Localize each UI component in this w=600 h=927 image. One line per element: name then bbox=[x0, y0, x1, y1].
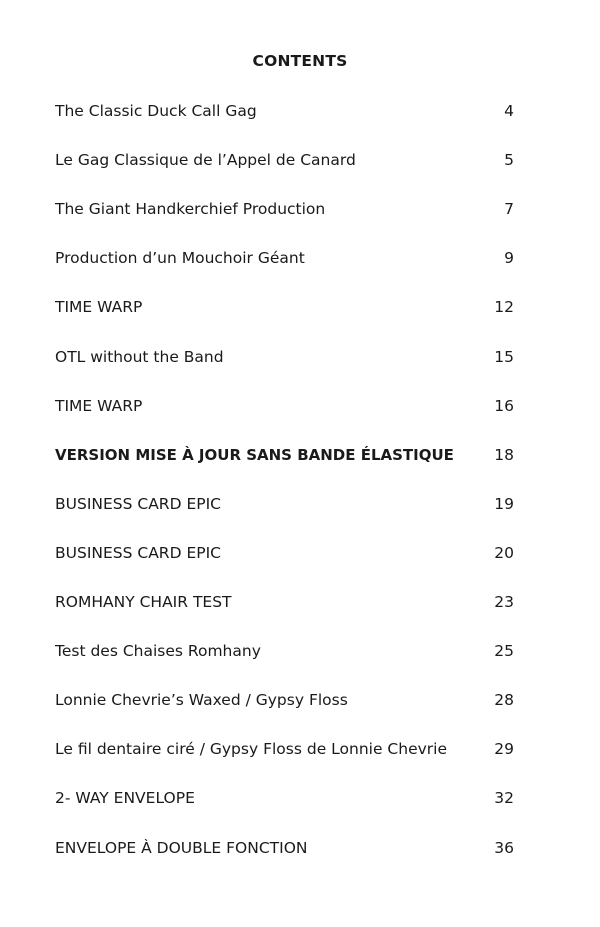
toc-entry bbox=[55, 541, 515, 565]
toc-entry-page-number: 18 bbox=[494, 445, 514, 464]
toc-entry bbox=[55, 688, 515, 712]
toc-entry bbox=[55, 492, 515, 516]
page-title: CONTENTS bbox=[252, 52, 348, 70]
toc-entry-title: OTL without the Band bbox=[55, 347, 224, 366]
toc-entry bbox=[55, 99, 515, 123]
toc-entry bbox=[55, 345, 515, 369]
toc-entry-page-number: 32 bbox=[494, 789, 514, 808]
toc-entry-page-number: 36 bbox=[494, 838, 514, 857]
toc-entry-title: VERSION MISE À JOUR SANS BANDE ÉLASTIQUE bbox=[55, 445, 454, 464]
toc-entry-page-number: 19 bbox=[494, 494, 514, 513]
toc-entry bbox=[55, 590, 515, 614]
toc-entry-page-number: 16 bbox=[494, 396, 514, 415]
toc-entry-page-number: 9 bbox=[504, 249, 514, 268]
toc-entry bbox=[55, 737, 515, 761]
toc-entry-title: Lonnie Chevrie’s Waxed / Gypsy Floss bbox=[55, 691, 348, 710]
toc-entry-page-number: 25 bbox=[494, 642, 514, 661]
toc-entry-page-number: 29 bbox=[494, 740, 514, 759]
toc-entry-page-number: 28 bbox=[494, 691, 514, 710]
toc-entry bbox=[55, 639, 515, 663]
toc-entry bbox=[55, 394, 515, 418]
toc-entry-title: The Classic Duck Call Gag bbox=[55, 102, 257, 120]
toc-entry bbox=[55, 786, 515, 810]
toc-entry bbox=[55, 295, 515, 319]
toc-entry-title: BUSINESS CARD EPIC bbox=[55, 543, 221, 562]
toc-entry bbox=[55, 197, 515, 221]
toc-entry-title: The Giant Handkerchief Production bbox=[55, 200, 326, 219]
toc-entry-title: TIME WARP bbox=[55, 298, 143, 317]
toc-entry-title: Le Gag Classique de l’Appel de Canard bbox=[55, 151, 356, 170]
toc-entry-title: BUSINESS CARD EPIC bbox=[55, 494, 221, 513]
toc-entry-title: ROMHANY CHAIR TEST bbox=[55, 593, 232, 611]
toc-entry-title: TIME WARP bbox=[55, 396, 143, 415]
toc-entry-page-number: 12 bbox=[494, 298, 514, 317]
toc-entry-title: 2- WAY ENVELOPE bbox=[55, 789, 195, 808]
toc-entry-page-number: 7 bbox=[504, 200, 514, 219]
toc-entry-page-number: 4 bbox=[504, 102, 514, 120]
toc-entry bbox=[55, 443, 515, 467]
toc-entry bbox=[55, 246, 515, 270]
toc-entry-page-number: 5 bbox=[504, 151, 514, 170]
toc-entry-title: ENVELOPE À DOUBLE FONCTION bbox=[55, 838, 308, 857]
toc-entry-title: Test des Chaises Romhany bbox=[55, 642, 261, 661]
toc-entry-title: Production d’un Mouchoir Géant bbox=[55, 249, 305, 268]
toc-entry bbox=[55, 148, 515, 172]
toc-entry bbox=[55, 836, 515, 860]
toc-entry-page-number: 15 bbox=[494, 347, 514, 366]
toc-entry-page-number: 23 bbox=[494, 593, 514, 611]
toc-entry-page-number: 20 bbox=[494, 543, 514, 562]
toc-entry-title: Le fil dentaire ciré / Gypsy Floss de Lonnie Chevrie bbox=[55, 740, 447, 759]
